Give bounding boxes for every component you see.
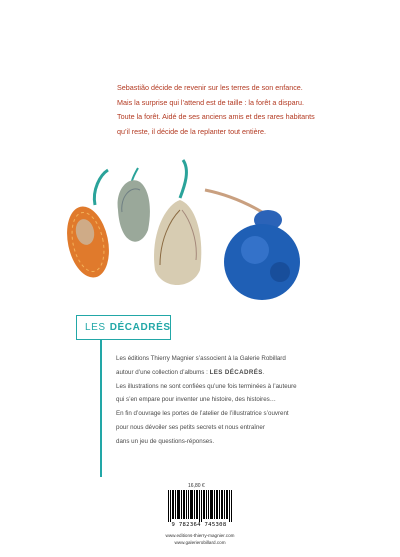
- series-prefix: LES: [85, 322, 106, 333]
- description-text: autour d’une collection d’albums :: [116, 368, 210, 376]
- intro-line: qu’il reste, il décide de la replanter tout entière.: [117, 126, 267, 136]
- description-line: Les éditions Thierry Magnier s’associent à la Galerie Robillard: [116, 355, 286, 362]
- gallery-url[interactable]: www.galerierobillard.com: [174, 540, 226, 545]
- series-logo: [76, 315, 171, 340]
- description-line: [116, 366, 356, 380]
- description-text: .: [262, 368, 265, 376]
- intro-line: Mais la surprise qui l’attend est de taille : la forêt a disparu.: [117, 97, 304, 107]
- intro-line: Sebastião décide de revenir sur les terres de son enfance.: [117, 83, 303, 92]
- publisher-urls: [150, 532, 250, 546]
- description-line: qui s’en empare pour inventer une histoire, des histoires…: [116, 396, 276, 404]
- price-label: 16,80 €: [188, 483, 205, 489]
- isbn-number: 9 782364 745308: [171, 522, 227, 528]
- series-name-inline: LES DÉCADRÉS: [209, 368, 263, 376]
- description-line: En fin d’ouvrage les portes de l’atelier de l’illustratrice s’ouvrent: [116, 410, 289, 418]
- description-line: pour nous dévoiler ses petits secrets et nous entraîner: [116, 423, 265, 431]
- accent-divider: [100, 339, 102, 477]
- intro-line: Toute la forêt. Aidé de ses anciens amis et des rares habitants: [117, 112, 315, 121]
- publisher-url[interactable]: www.editions-thierry-magnier.com: [165, 533, 235, 538]
- intro-paragraph: [117, 81, 347, 139]
- description-line: Les illustrations ne sont confiées qu’une fois terminées à l’auteure: [116, 382, 297, 390]
- barcode: [168, 490, 232, 522]
- description-line: dans un jeu de questions-réponses.: [116, 437, 215, 445]
- series-name: DÉCADRÉS: [109, 322, 171, 333]
- seed-pods-illustration: [0, 150, 400, 310]
- series-description: [116, 352, 356, 449]
